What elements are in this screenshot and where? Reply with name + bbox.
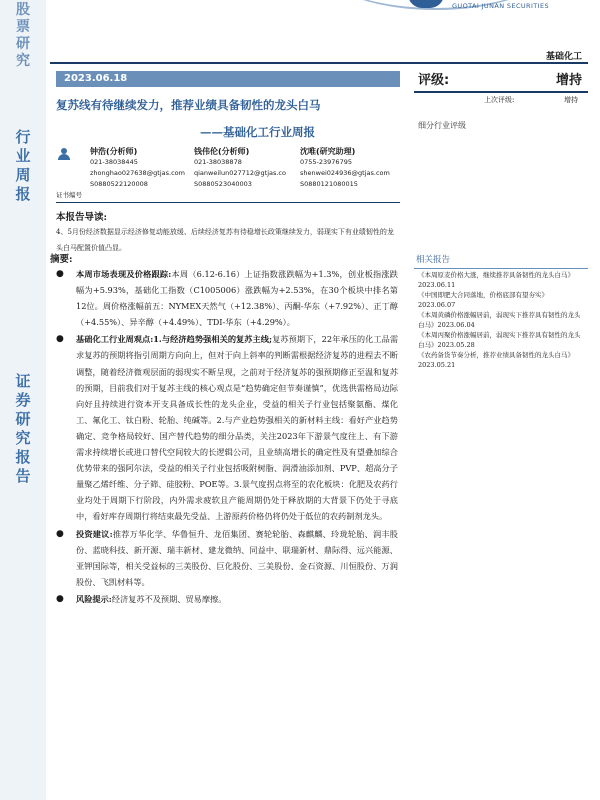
analyst-name: 沈唯(研究助理): [300, 147, 356, 156]
related-report-item[interactable]: 《本周黄磷价格涨幅居前，弱现实下推荐具有韧性的龙头白马》2023.06.04: [418, 311, 581, 329]
abstract-bullets: [56, 266, 398, 608]
analyst-email[interactable]: zhonghao027638@gtjas.com: [90, 169, 185, 177]
bullet-text: 推荐万华化学、华鲁恒升、龙佰集团、赛轮轮胎、森麒麟、玲珑轮胎、润丰股份、蓝晓科技、新开源、瑞丰新材、建龙微纳、同益中、联瑞新材、鼎际得、远兴能源、亚钾国际等，相关受益标的三美股份、巨化股份、三美股份、金石资源、川恒股份、万润股份、飞凯材料等。: [76, 528, 398, 587]
bullet-lead: 基础化工行业周观点:1.与经济趋势强相关的复苏主线;: [76, 334, 273, 345]
bullet-market-performance: [56, 266, 398, 330]
side-label-industry-weekly: 行业周报: [15, 128, 31, 203]
analyst-name: 钟浩(分析师): [90, 147, 138, 156]
guide-title: 本报告导读:: [56, 212, 108, 223]
analyst-block: [56, 146, 400, 204]
analyst-name: 钱伟伦(分析师): [194, 147, 250, 156]
analyst-cert: S0880523040003: [194, 180, 252, 188]
previous-rating-label: 上次评级:: [484, 96, 515, 104]
header-divider: [50, 62, 588, 64]
related-report-item[interactable]: 《农药备货节奏分析，推荐业绩具备韧性的龙头白马》2023.05.21: [418, 351, 574, 369]
guide-text: 4、5月份经济数据显示经济修复动能放缓、后续经济复苏有待稳增长政策继续发力，弱现实下有业绩韧性的龙头白马配置价值凸显。: [56, 228, 394, 252]
analyst-divider: [56, 202, 400, 203]
rating-divider: [414, 91, 588, 93]
bullet-dot-icon: ●: [56, 593, 64, 604]
analyst-phone: 021-38038445: [90, 158, 138, 166]
header-category: 基础化工: [545, 52, 582, 62]
company-brand-text: GUOTAI JUNAN SECURITIES: [452, 2, 550, 10]
bullet-lead: 本周市场表现及价格跟踪:: [76, 269, 172, 279]
bullet-text: 经济复苏不及预期、贸易摩擦。: [111, 593, 227, 604]
analyst-phone: 021-38038878: [194, 158, 242, 166]
related-report-item[interactable]: 《本周原麦价格大涨，继续推荐具备韧性的龙头白马》2023.06.11: [418, 271, 574, 289]
bullet-dot-icon: ●: [56, 334, 64, 345]
bullet-dot-icon: ●: [56, 528, 64, 539]
bullet-investment-advice: [56, 526, 398, 590]
analyst-email[interactable]: shenwei024936@gtjas.com: [300, 169, 390, 177]
side-band: [0, 0, 46, 800]
cert-number-label: 证书编号: [56, 191, 82, 199]
sub-industry-rating-label: 细分行业评级: [418, 121, 466, 130]
analyst-phone: 0755-23976795: [300, 158, 352, 166]
person-icon: [58, 148, 70, 160]
analyst-cert: S0880522120008: [90, 180, 148, 188]
analyst-2: [300, 146, 390, 191]
rating-value: 增持: [555, 73, 582, 88]
rating-label: 评级:: [418, 73, 450, 88]
related-report-item[interactable]: 《本周丙聚价格涨幅居前，弱现实下推荐具有韧性的龙头白马》2023.05.28: [418, 331, 581, 349]
analyst-email[interactable]: qianweilun027712@gtjas.co: [194, 169, 286, 177]
report-date: 2023.06.18: [56, 71, 400, 87]
related-reports-title: 相关报告: [416, 255, 451, 265]
abstract-title: 摘要:: [50, 254, 73, 265]
side-label-stock-research: 股票研究: [16, 2, 30, 69]
report-title: 复苏线有待继续发力，推荐业绩具备韧性的龙头白马: [56, 98, 321, 112]
related-reports-list: [418, 271, 584, 371]
bullet-lead: 投资建议:: [76, 528, 113, 539]
side-label-securities-report: 证券研究报告: [15, 372, 31, 485]
analyst-0: [90, 146, 185, 191]
bullet-dot-icon: ●: [56, 269, 64, 279]
bullet-text: 复苏预期下，22年承压的化工品需求复苏的预期将指引周期方向向上，但对于向上斜率的判断需根据经济复苏的进程去不断调整，随着经济微观层面的弱现实不断呈现，之前对于经济复苏的强预期修正至温和复苏的预期，目前我们对于复苏主线的核心观点是“趋势确定但节奏谨慎”，优选供需格局边际向好且持续进行资本开支具备成长性的龙头企业，受益的相关子行业包括聚氨酯、煤化工、氟化工、钛白粉、轮胎、纯碱等。2.与产业趋势强相关的新材料主线：看好产业趋势确定、竞争格局较好、国产替代趋势的细分品类，关注2023年下游景气度往上、有下游需求持续增长或进口替代空间较大的长逻辑公司，且业绩高增长的确定性及有望叠加综合优势带来的强阿尔法，受益的相关子行业包括吸附树脂、润滑油添加剂、PVP、超高分子量聚乙烯纤维、分子筛、硅胶粉、POE等。3.景气度拐点将至的农化板块：化肥及农药行业均处于周期下行阶段，内外需求疲软且产能周期仍处于释放期的大背景下仍处于寻底中，看好库存周期行将结束最先受益、上游原药价格仍将仍处于低位的农药制剂龙头。: [76, 334, 399, 522]
bullet-text: 本周（6.12-6.16）上证指数涨跌幅为+1.3%，创业板指涨跌幅为+5.93%，基础化工指数（C1005006）涨跌幅为+2.53%，在30个板块中排名第12位。周价格涨幅前五：NYMEX天然气（+12.38%）、丙酮-华东（+7.92%）、正丁醇（+4.55%）、异辛醇（+4.49%）、TDI-华东（+4.29%）。: [76, 269, 398, 328]
report-subtitle: ——基础化工行业周报: [200, 125, 315, 139]
bullet-risk-warning: [56, 591, 398, 607]
bullet-lead: 风险提示:: [76, 593, 112, 604]
analyst-cert: S0880121080015: [300, 180, 358, 188]
previous-rating-value: 增持: [564, 96, 578, 104]
related-report-item[interactable]: 《中国即肥大合同落地，价格底部有望夯实》2023.06.07: [418, 291, 548, 309]
related-divider: [414, 268, 588, 269]
analyst-1: [194, 146, 286, 191]
bullet-industry-view: [56, 331, 398, 524]
